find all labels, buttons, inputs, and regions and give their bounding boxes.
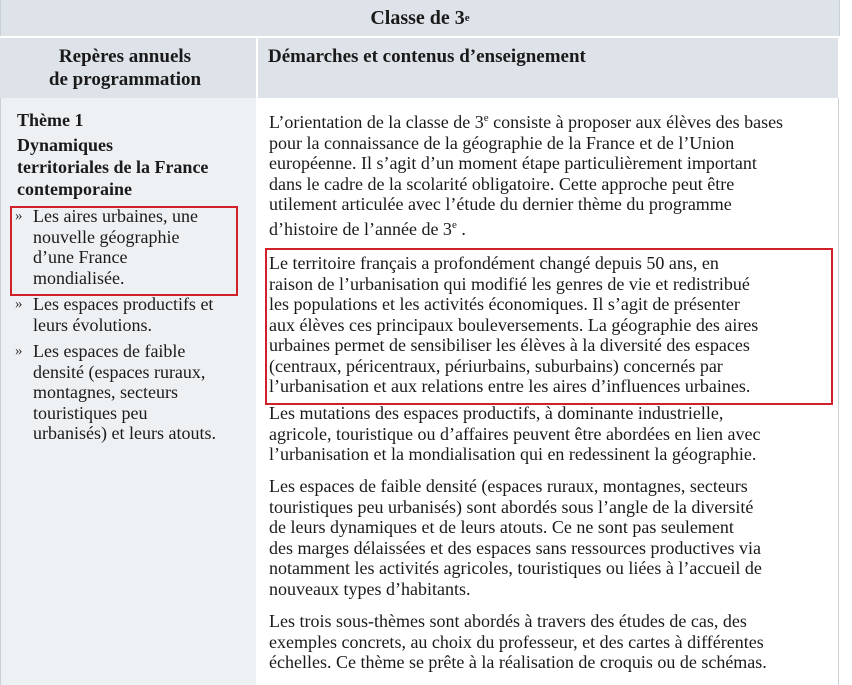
superscript: e bbox=[483, 112, 489, 124]
para-line: utilement articulée avec l’étude du dernier thème du programme bbox=[269, 194, 732, 214]
table-title-text: Classe de 3 bbox=[370, 6, 465, 29]
para-line: exemples concrets, au choix du professeur, et des cartes à différentes bbox=[269, 631, 764, 652]
paragraph-low-density bbox=[269, 476, 829, 599]
bullet-mark: » bbox=[15, 208, 23, 224]
text-run: d’histoire de l’année de 3 bbox=[269, 218, 452, 239]
para-line bbox=[269, 215, 829, 240]
left-header-line: de programmation bbox=[48, 69, 202, 90]
text-run: L’orientation de la classe de 3 bbox=[269, 112, 484, 132]
subtheme-line: mondialisée. bbox=[33, 267, 125, 288]
subtheme-line: touristiques peu bbox=[33, 402, 148, 423]
subtheme-line: montagnes, secteurs bbox=[33, 382, 178, 402]
left-column bbox=[0, 98, 257, 685]
para-line: les populations et les activités économiques. Il s’agit de présenter bbox=[269, 294, 740, 314]
left-header-line: Repères annuels bbox=[58, 46, 192, 67]
subtheme-line: urbanisés) et leurs atouts. bbox=[33, 423, 216, 443]
text-run: consiste à proposer aux élèves des bases bbox=[488, 112, 784, 132]
para-line: Le territoire français a profondément changé depuis 50 ans, en bbox=[269, 253, 719, 273]
para-line: échelles. Ce thème se prête à la réalisation de croquis ou de schémas. bbox=[269, 652, 767, 672]
para-line: urbaines permet de sensibiliser les élèves à la diversité des espaces bbox=[269, 335, 750, 355]
highlight-box-right bbox=[265, 248, 833, 405]
para-line: touristiques peu urbanisés) sont abordés sous l’angle de la diversité bbox=[269, 496, 754, 517]
subtheme-item bbox=[15, 294, 251, 335]
subtheme-line: Les espaces productifs et bbox=[33, 294, 214, 314]
theme-title-line: territoriales de la France bbox=[17, 157, 209, 177]
column-header-row bbox=[0, 38, 838, 98]
superscript: e bbox=[451, 218, 457, 231]
theme-number: Thème 1 bbox=[17, 110, 84, 130]
para-line: dans le cadre de la scolarité obligatoire. Cette approche peut être bbox=[269, 173, 735, 194]
para-line: des marges délaissées et des espaces sans ressources productives via bbox=[269, 537, 762, 558]
left-column-header bbox=[0, 38, 250, 98]
right-column-header: Démarches et contenus d’enseignement bbox=[268, 46, 586, 67]
subtheme-line: Les aires urbaines, une bbox=[33, 206, 198, 226]
para-line: Les mutations des espaces productifs, à dominante industrielle, bbox=[269, 403, 724, 423]
bullet-mark: » bbox=[15, 343, 23, 359]
theme-title bbox=[17, 134, 247, 200]
paragraph-conclusion bbox=[269, 611, 829, 673]
table-title bbox=[0, 0, 840, 36]
subtheme-line: nouvelle géographie bbox=[33, 226, 180, 247]
para-line: l’urbanisation et la mondialisation qui en redessinent la géographie. bbox=[269, 444, 757, 464]
bullet-mark: » bbox=[15, 296, 23, 312]
table-title-sup: e bbox=[464, 12, 470, 24]
theme-title-line: contemporaine bbox=[17, 179, 132, 199]
para-line: nouveaux types d’habitants. bbox=[269, 578, 471, 599]
subtheme-line: leurs évolutions. bbox=[33, 314, 152, 335]
para-line: européenne. Il s’agit d’un moment étape particulièrement important bbox=[269, 153, 757, 173]
para-line: agricole, touristique ou d’affaires peuvent être abordées en lien avec bbox=[269, 423, 761, 444]
para-line bbox=[269, 108, 829, 133]
text-run: . bbox=[456, 218, 466, 239]
para-line: aux élèves ces principaux bouleversements. La géographie des aires bbox=[269, 314, 759, 335]
paragraph-intro bbox=[269, 108, 829, 239]
subtheme-line: densité (espaces ruraux, bbox=[33, 361, 206, 382]
subtheme-item bbox=[15, 341, 251, 444]
para-line: notamment les activités agricoles, touristiques ou liées à l’accueil de bbox=[269, 558, 762, 578]
highlight-box-left bbox=[10, 206, 238, 296]
subtheme-line: Les espaces de faible bbox=[33, 341, 186, 361]
subtheme-line: d’une France bbox=[33, 247, 128, 267]
para-line: l’urbanisation et aux relations entre les aires d’influences urbaines. bbox=[269, 376, 751, 396]
theme-title-line: Dynamiques bbox=[17, 135, 114, 155]
para-line: (centraux, péricentraux, périurbains, suburbains) concernés par bbox=[269, 355, 723, 376]
para-line: Les espaces de faible densité (espaces ruraux, montagnes, secteurs bbox=[269, 476, 748, 496]
para-line: Les trois sous-thèmes sont abordés à travers des études de cas, des bbox=[269, 611, 747, 631]
para-line: pour la connaissance de la géographie de la France et de l’Union bbox=[269, 132, 735, 153]
paragraph-productive bbox=[269, 403, 829, 465]
para-line: de leurs dynamiques et de leurs atouts. Ce ne sont pas seulement bbox=[269, 517, 734, 537]
para-line: raison de l’urbanisation qui modifié les genres de vie et redistribué bbox=[269, 273, 750, 294]
